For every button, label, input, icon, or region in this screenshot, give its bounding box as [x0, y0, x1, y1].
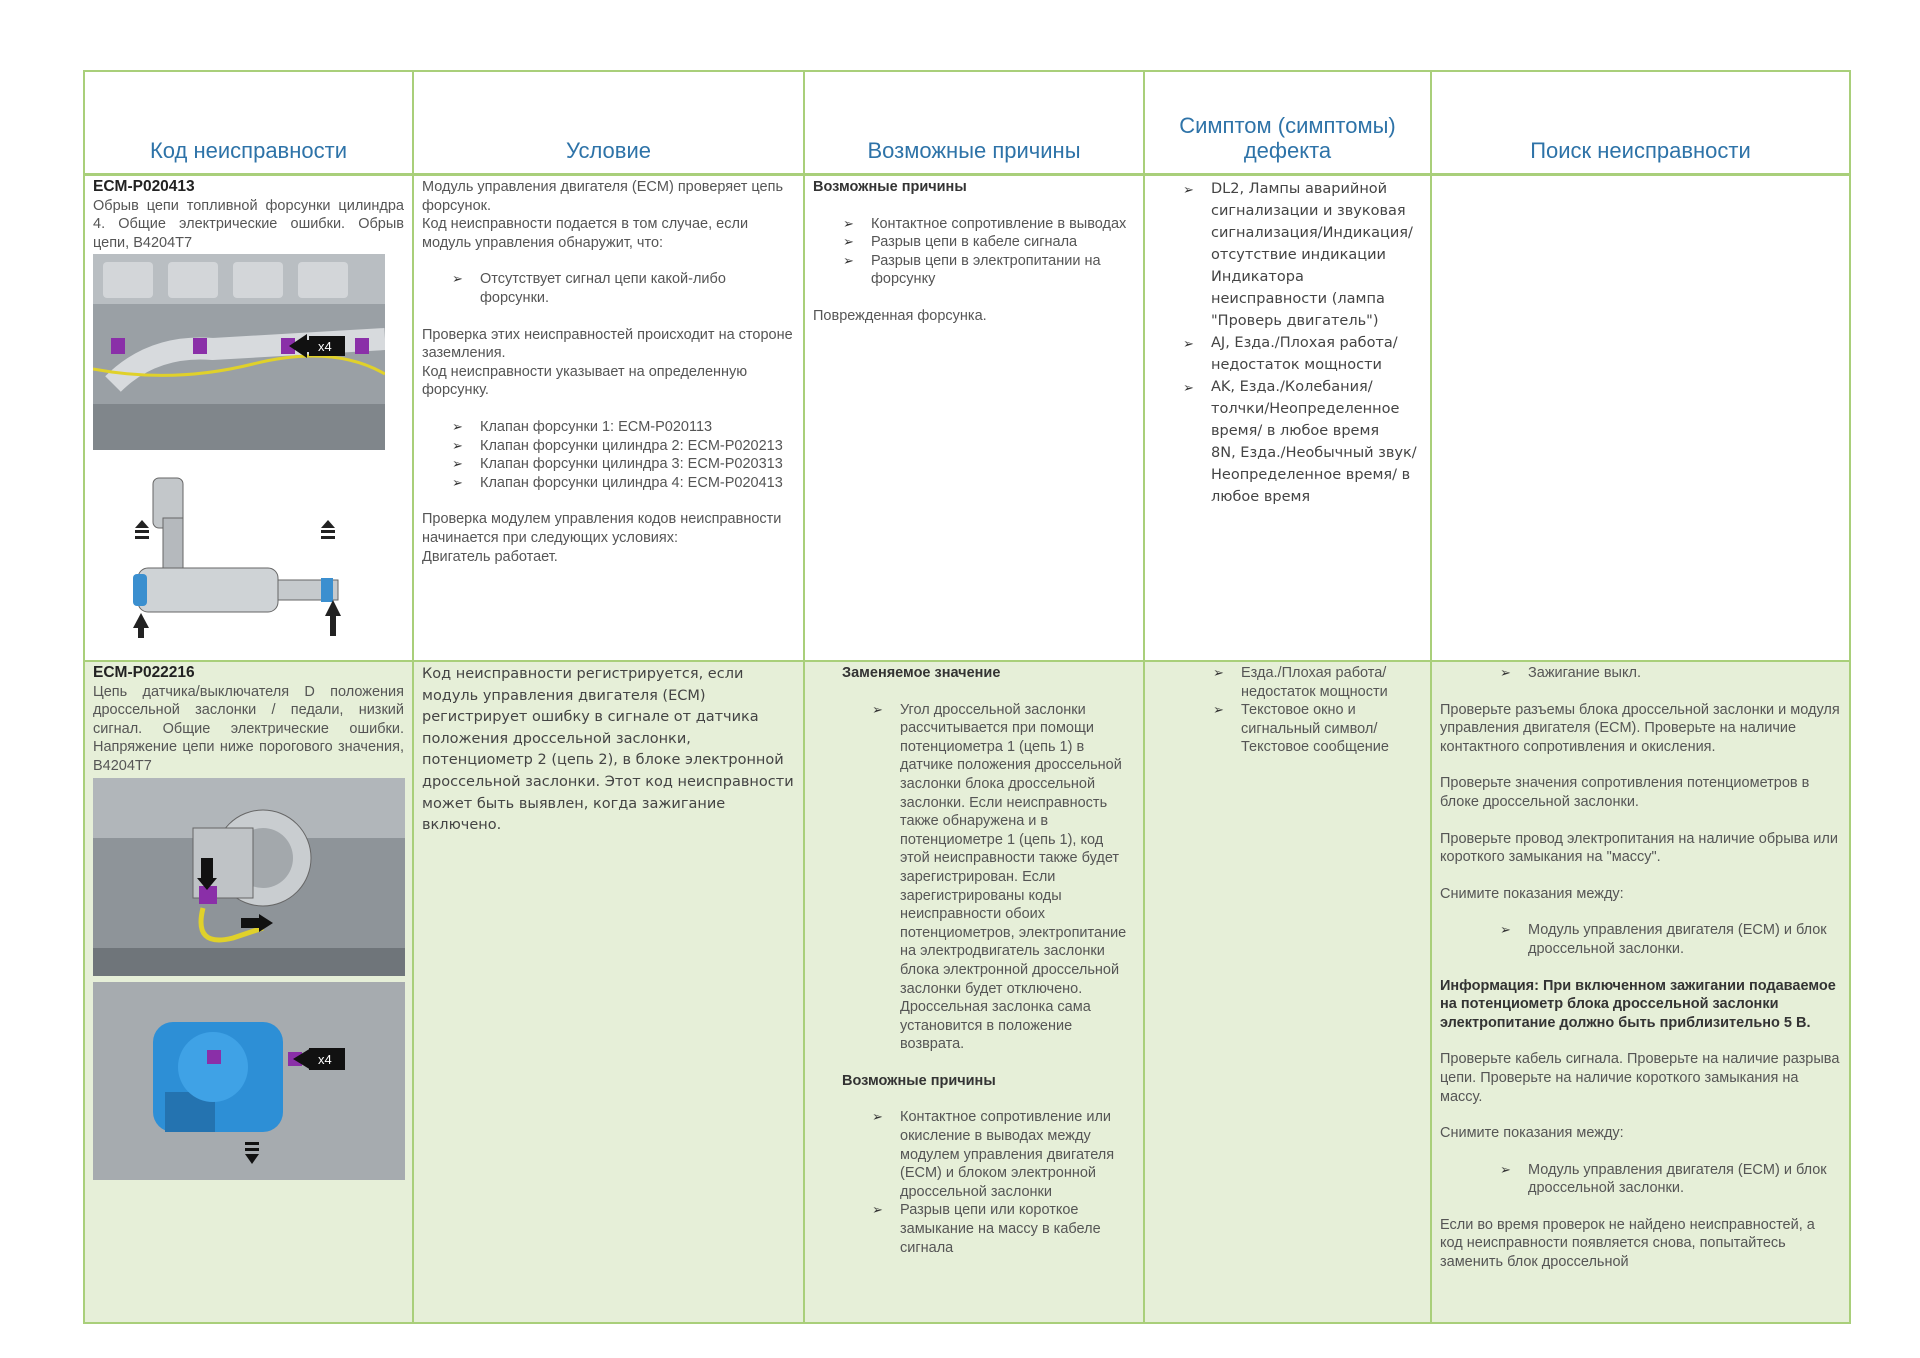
throttle-illustration	[93, 982, 405, 1180]
condition-text: Проверка модулем управления кодов неисправности начинается при следующих условиях:	[422, 511, 782, 546]
injector-diagram	[93, 468, 385, 638]
condition-text: Двигатель работает.	[422, 548, 558, 565]
list-item: ➢ Модуль управления двигателя (ECM) и блок дроссельной заслонки.	[1500, 1161, 1841, 1198]
fault-table	[85, 72, 1849, 1324]
causes-title: Возможные причины	[813, 179, 967, 195]
cell-search	[1431, 175, 1849, 662]
list-item: ➢ Текстовое окно и сигнальный символ/Текстовое сообщение	[1213, 701, 1422, 757]
cell-condition	[413, 661, 804, 1324]
cell-symptoms	[1144, 175, 1431, 662]
condition-text: Код неисправности указывает на определенную форсунку.	[422, 363, 748, 399]
condition-text: Проверка этих неисправностей происходит на стороне заземления.	[422, 326, 793, 362]
search-info: Информация: При включенном зажигании подаваемое на потенциометр блока дроссельной заслонки электропитание должно быть приблизительно 5 В.	[1440, 977, 1836, 1031]
list-item: ➢ Клапан форсунки цилиндра 2: ECM-P020213	[452, 437, 795, 456]
condition-text: Код неисправности регистрируется, если модуль управления двигателя (ECM) регистрирует ошибку в сигнале от датчика положения дроссельной заслонки, потенциометр 2 (цепь 2), в блоке электронной дроссельной заслонки. Этот код неисправности может быть выявлен, когда зажигание включено.	[422, 666, 794, 834]
table-row	[85, 661, 1849, 1324]
search-text: Проверьте значения сопротивления потенциометров в блоке дроссельной заслонки.	[1440, 775, 1810, 810]
search-text: Если во время проверок не найдено неисправностей, а код неисправности появляется снова, попытайтесь заменить блок дроссельной	[1440, 1216, 1815, 1271]
cell-causes	[804, 175, 1144, 662]
cell-symptoms	[1144, 661, 1431, 1324]
list-item: ➢ AK, Езда./Колебания/толчки/Неопределенное время/ в любое время	[1183, 376, 1422, 442]
cell-condition	[413, 175, 804, 662]
fault-code: ECM-P022216	[93, 664, 195, 681]
causes-title: Возможные причины	[842, 1072, 996, 1089]
search-text: Снимите показания между:	[1440, 1125, 1624, 1142]
header-symptoms: Симптом (симптомы) дефекта	[1144, 72, 1431, 175]
list-item: ➢ Контактное сопротивление в выводах	[843, 215, 1135, 234]
throttle-photo-2	[93, 982, 405, 1180]
list-item: ➢ Клапан форсунки цилиндра 3: ECM-P020313	[452, 455, 795, 474]
causes-extra: Поврежденная форсунка.	[813, 307, 987, 324]
table-row	[85, 175, 1849, 662]
injector-engine-photo	[93, 254, 385, 450]
search-text: Проверьте провод электропитания на наличие обрыва или короткого замыкания на "массу".	[1440, 830, 1838, 866]
cell-code	[85, 175, 413, 662]
throttle-photo-1	[93, 778, 405, 976]
list-item: ➢ Клапан форсунки 1: ECM-P020113	[452, 418, 795, 437]
list-item: ➢ Разрыв цепи в электропитании на форсунку	[843, 252, 1135, 289]
list-item: ➢ Езда./Плохая работа/недостаток мощности	[1213, 664, 1422, 701]
causes-title: Заменяемое значение	[842, 665, 1001, 681]
list-item: ➢ Зажигание выкл.	[1500, 664, 1841, 683]
fault-code-desc: Обрыв цепи топливной форсунки цилиндра 4. Общие электрические ошибки. Обрыв цепи, B4204T7	[93, 197, 404, 251]
list-item: ➢ Модуль управления двигателя (ECM) и блок дроссельной заслонки.	[1500, 921, 1841, 958]
header-code: Код неисправности	[85, 72, 413, 175]
list-item: ➢ Контактное сопротивление или окисление в выводах между модулем управления двигателя (ECM) и блоком электронной дроссельной заслонки	[872, 1108, 1135, 1201]
condition-text: Модуль управления двигателя (ECM) проверяет цепь форсунок.	[422, 179, 784, 214]
list-item: ➢ DL2, Лампы аварийной сигнализации и звуковая сигнализация/Индикация/отсутствие индикации Индикатора неисправности (лампа "Проверь двигатель")	[1183, 178, 1422, 332]
list-item: ➢ Отсутствует сигнал цепи какой-либо форсунки.	[452, 270, 795, 307]
header-causes: Возможные причины	[804, 72, 1144, 175]
list-item: ➢ Клапан форсунки цилиндра 4: ECM-P020413	[452, 474, 795, 493]
fault-table-sheet	[83, 70, 1851, 1324]
search-text: Проверьте разъемы блока дроссельной заслонки и модуля управления двигателя (ECM). Проверьте на наличие контактного сопротивления и окисления.	[1440, 701, 1840, 755]
engine-illustration	[93, 254, 385, 450]
cell-causes	[804, 661, 1144, 1324]
fault-code: ECM-P020413	[93, 178, 195, 195]
search-text: Проверьте кабель сигнала. Проверьте на наличие разрыва цепи. Проверьте на наличие короткого замыкания на массу.	[1440, 1051, 1840, 1105]
count-label: x4	[318, 1051, 332, 1067]
search-text: Снимите показания между:	[1440, 885, 1624, 902]
list-item: ➢ Разрыв цепи в кабеле сигнала	[843, 233, 1135, 252]
cell-code	[85, 661, 413, 1324]
symptom-extra: 8N, Езда./Необычный звук/Неопределенное время/ в любое время	[1211, 445, 1417, 505]
fault-code-desc: Цепь датчика/выключателя D положения дроссельной заслонки / педали, низкий сигнал. Общие электрические ошибки. Напряжение цепи ниже порогового значения, B4204T7	[93, 683, 404, 774]
throttle-illustration	[93, 778, 405, 976]
count-label: x4	[318, 339, 332, 355]
header-row	[85, 72, 1849, 175]
condition-text: Код неисправности подается в том случае, если модуль управления обнаружит, что:	[422, 216, 749, 251]
list-item: ➢ Угол дроссельной заслонки рассчитывается при помощи потенциометра 1 (цепь 1) в датчике положения дроссельной заслонки блока дроссельной заслонки. Если неисправность также обнаружена и в потенциометре 1 (цепь 1), код этой неисправности также будет зарегистрирован. Если зарегистрированы коды неисправности обоих потенциометров, электропитание на электродвигатель заслонки блока электронной дроссельной заслонки будет отключено. Дроссельная заслонка сама установится в положение возврата.	[872, 701, 1135, 1054]
cell-search	[1431, 661, 1849, 1324]
injector-illustration	[93, 468, 385, 638]
list-item: ➢ AJ, Езда./Плохая работа/недостаток мощности	[1183, 332, 1422, 376]
header-search: Поиск неисправности	[1431, 72, 1849, 175]
header-condition: Условие	[413, 72, 804, 175]
list-item: ➢ Разрыв цепи или короткое замыкание на массу в кабеле сигнала	[872, 1201, 1135, 1257]
